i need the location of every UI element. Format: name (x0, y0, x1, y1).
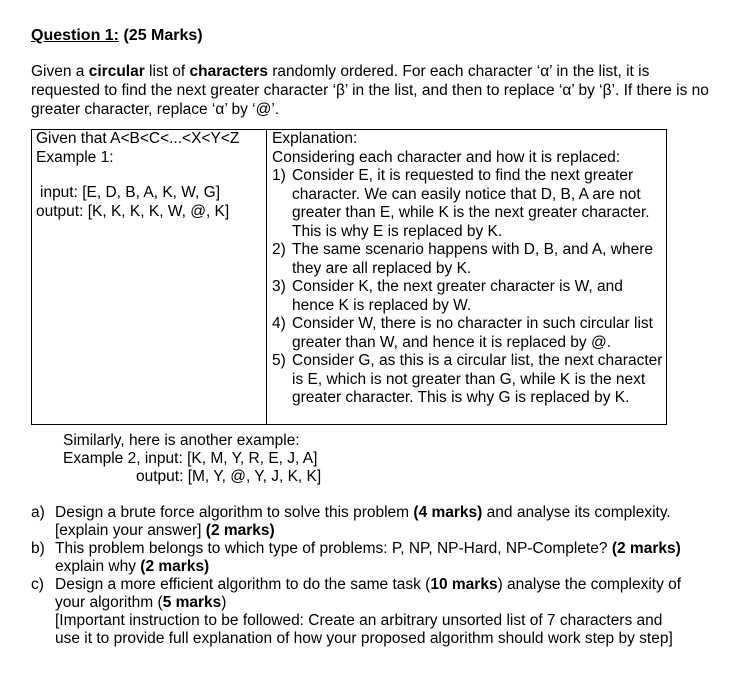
table-right-column (272, 130, 664, 408)
intro-text: randomly ordered. For each character ‘α’ in the list, it is requested to find the next greater character ‘β’ in the list, and then to replace ‘α’ by ‘β’. If there is no greater character, replace ‘α’ by ‘@’. (31, 63, 709, 118)
example1-io (36, 184, 264, 221)
question-a-label: a) (31, 504, 45, 521)
step-text: The same scenario happens with D, B, and A, where they are all replaced by K. (292, 241, 654, 277)
question-b-text: This problem belongs to which type of problems: P, NP, NP-Hard, NP-Complete? (2 marks) explain why (2 marks) (55, 540, 681, 575)
example1-label: Example 1: (36, 148, 114, 166)
sub-questions (31, 504, 691, 648)
example1-output: output: [K, K, K, K, W, @, K] (36, 202, 230, 220)
question-marks: (25 Marks) (119, 27, 203, 44)
table-left-column (36, 130, 264, 221)
question-label: Question 1: (31, 27, 120, 44)
table-divider (266, 130, 267, 424)
step-text: Consider K, the next greater character is W, and hence K is replaced by W. (292, 278, 623, 314)
question-c-note: [Important instruction to be followed: Create an arbitrary unsorted list of 7 characters and use it to provide full explanation of how your proposed algorithm should work step by step] (55, 612, 673, 647)
question-c-text: Design a more efficient algorithm to do the same task (10 marks) analyse the complexity of your algorithm (5 marks) [Important instruction to be followed: Create an arbitrary unsorted list of 7 characters and use it to provide full explanation of how your proposed algorithm should work step by step] (55, 576, 682, 647)
explanation-step (272, 278, 664, 315)
step-number: 4) (272, 315, 286, 332)
example2-output: output: [M, Y, @, Y, J, K, K] (136, 468, 322, 485)
step-number: 1) (272, 167, 286, 184)
intro-text: Given a (31, 63, 89, 80)
intro-bold-circular: circular (88, 63, 145, 80)
question-b (31, 540, 691, 576)
explanation-step (272, 315, 664, 352)
question-b-label: b) (31, 540, 45, 557)
explanation-step (272, 241, 664, 278)
explanation-step (272, 167, 664, 241)
step-number: 5) (272, 352, 286, 369)
intro-text: list of (144, 63, 190, 80)
explanation-steps (272, 167, 664, 408)
example1-input: input: [E, D, B, A, K, W, G] (40, 184, 221, 201)
example2-intro: Similarly, here is another example: (63, 432, 300, 449)
example2-block (63, 432, 321, 486)
question-heading (31, 27, 203, 45)
step-text: Consider G, as this is a circular list, the next character is E, which is not greater than G, while K is the next greater character. This is why G is replaced by K. (292, 352, 663, 406)
explanation-intro: Considering each character and how it is replaced: (272, 148, 621, 166)
intro-bold-characters: characters (189, 63, 268, 80)
step-number: 3) (272, 278, 286, 295)
question-a (31, 504, 691, 540)
question-c (31, 576, 691, 648)
explanation-step (272, 352, 664, 408)
problem-statement (31, 62, 711, 119)
example-table (31, 129, 667, 425)
question-c-label: c) (31, 576, 44, 593)
question-a-text: Design a brute force algorithm to solve this problem (4 marks) and analyse its complexity. [explain your answer] (2 marks) (55, 504, 671, 539)
example2-input: Example 2, input: [K, M, Y, R, E, J, A] (63, 450, 318, 467)
step-text: Consider E, it is requested to find the next greater character. We can easily notice that D, B, A are not greater than E, while K is the next greater character. This is why E is replaced by K. (292, 167, 650, 240)
explanation-title: Explanation: (272, 130, 358, 147)
step-text: Consider W, there is no character in such circular list greater than W, and hence it is replaced by @. (292, 315, 653, 351)
step-number: 2) (272, 241, 286, 258)
given-ordering: Given that A<B<C<...<X<Y<Z (36, 130, 240, 147)
